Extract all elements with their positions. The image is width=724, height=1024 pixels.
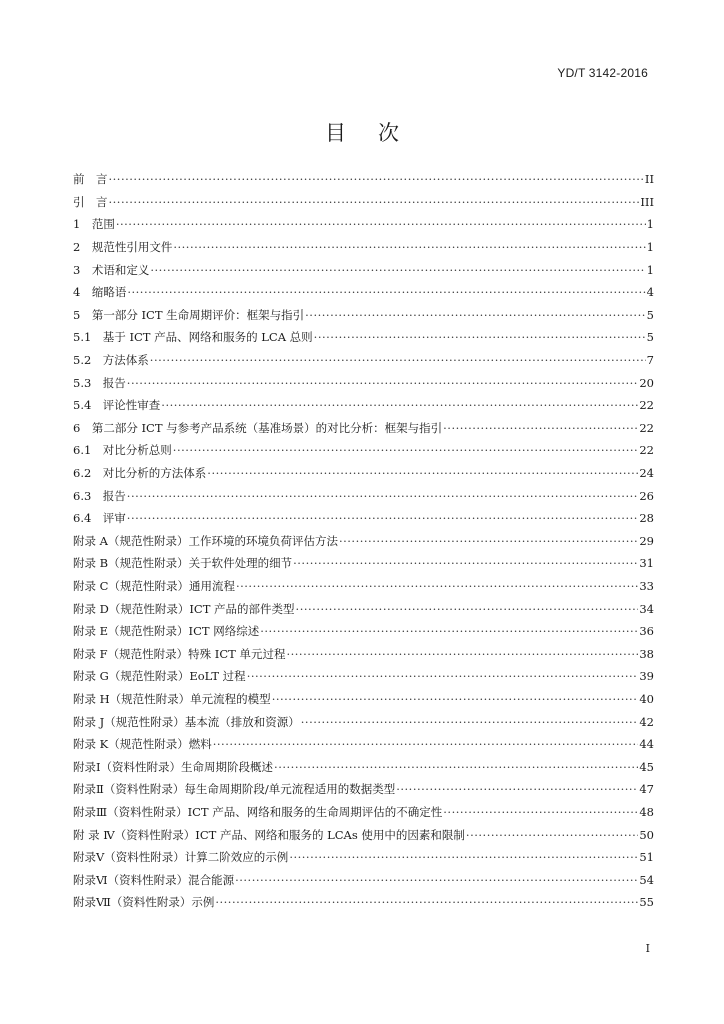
toc-entry[interactable]: [73, 530, 654, 553]
toc-entry[interactable]: [73, 778, 654, 801]
toc-entry-label: 1 范围: [73, 217, 115, 232]
toc-entry-label: 5.3 报告: [73, 375, 126, 390]
toc-entry-label: 前 言: [73, 172, 108, 187]
dot-leader: [296, 602, 639, 616]
toc-entry[interactable]: [73, 304, 654, 327]
dot-leader: [272, 692, 639, 706]
toc-entry[interactable]: [73, 349, 654, 372]
toc-entry[interactable]: [73, 191, 654, 214]
toc-entry-label: 3 术语和定义: [73, 262, 150, 277]
toc-entry[interactable]: [73, 507, 654, 530]
dot-leader: [150, 263, 645, 277]
toc-entry[interactable]: [73, 710, 654, 733]
toc-entry[interactable]: [73, 823, 654, 846]
toc-entry-page: 48: [639, 804, 654, 819]
toc-entry-label: 附录Ⅴ（资料性附录）计算二阶效应的示例: [73, 850, 289, 865]
dot-leader: [207, 466, 638, 480]
toc-entry-page: 5: [646, 307, 654, 322]
toc-entry[interactable]: [73, 597, 654, 620]
toc-entry-page: 33: [639, 578, 654, 593]
toc-entry-label: 附录 D（规范性附录）ICT 产品的部件类型: [73, 601, 295, 616]
toc-entry-label: 附录 G（规范性附录）EoLT 过程: [73, 669, 246, 684]
dot-leader: [109, 195, 640, 209]
toc-entry-page: 47: [639, 782, 654, 797]
page-number: I: [645, 942, 650, 955]
dot-leader: [274, 760, 638, 774]
dot-leader: [109, 172, 644, 186]
dot-leader: [443, 421, 638, 435]
dot-leader: [260, 624, 638, 638]
dot-leader: [289, 850, 638, 864]
toc-entry-label: 附录Ⅱ（资料性附录）每生命周期阶段/单元流程适用的数据类型: [73, 782, 396, 797]
toc-entry-label: 附录 H（规范性附录）单元流程的模型: [73, 691, 271, 706]
toc-entry[interactable]: [73, 755, 654, 778]
toc-entry-label: 附录Ⅵ（资料性附录）混合能源: [73, 872, 235, 887]
toc-entry-label: 5.4 评论性审查: [73, 398, 161, 413]
toc-entry-page: 45: [639, 759, 654, 774]
dot-leader: [236, 579, 638, 593]
toc-entry-label: 5.1 基于 ICT 产品、网络和服务的 LCA 总则: [73, 330, 313, 345]
toc-entry-page: 40: [639, 691, 654, 706]
toc-entry-page: 1: [646, 262, 654, 277]
toc-entry-label: 5.2 方法体系: [73, 353, 149, 368]
toc-entry[interactable]: [73, 258, 654, 281]
dot-leader: [247, 669, 639, 683]
dot-leader: [127, 376, 639, 390]
dot-leader: [443, 805, 638, 819]
toc-entry[interactable]: [73, 326, 654, 349]
toc-entry[interactable]: [73, 394, 654, 417]
toc-entry-page: II: [644, 172, 654, 187]
toc-entry[interactable]: [73, 484, 654, 507]
toc-entry-page: 4: [646, 285, 654, 300]
toc-entry[interactable]: [73, 575, 654, 598]
dot-leader: [396, 782, 638, 796]
toc-entry[interactable]: [73, 213, 654, 236]
toc-entry-label: 附录Ⅲ（资料性附录）ICT 产品、网络和服务的生命周期评估的不确定性: [73, 804, 443, 819]
toc-entry[interactable]: [73, 620, 654, 643]
toc-entry-label: 附录Ⅰ（资料性附录）生命周期阶段概述: [73, 759, 274, 774]
dot-leader: [339, 534, 638, 548]
dot-leader: [127, 511, 639, 525]
toc-entry-page: 29: [639, 533, 654, 548]
toc-entry-page: 5: [646, 330, 654, 345]
toc-entry[interactable]: [73, 439, 654, 462]
toc-entry[interactable]: [73, 417, 654, 440]
toc-entry[interactable]: [73, 665, 654, 688]
toc-entry[interactable]: [73, 642, 654, 665]
toc-entry-page: 51: [639, 850, 654, 865]
dot-leader: [235, 873, 638, 887]
dot-leader: [150, 353, 646, 367]
toc-entry-label: 附录 E（规范性附录）ICT 网络综述: [73, 624, 260, 639]
toc-entry-page: 20: [639, 375, 654, 390]
toc-entry-page: 22: [639, 398, 654, 413]
toc-entry-label: 6.3 报告: [73, 488, 126, 503]
toc-entry-label: 附录Ⅶ（资料性附录）示例: [73, 895, 215, 910]
toc-entry-label: 附录 J（规范性附录）基本流（排放和资源）: [73, 714, 300, 729]
dot-leader: [215, 895, 638, 909]
dot-leader: [213, 737, 639, 751]
toc-entry-page: 42: [639, 714, 654, 729]
toc-entry-label: 附录 C（规范性附录）通用流程: [73, 578, 235, 593]
toc-entry-page: 36: [639, 624, 654, 639]
toc-entry[interactable]: [73, 846, 654, 869]
dot-leader: [127, 285, 645, 299]
page-title: 目次: [325, 121, 431, 145]
toc-entry-label: 附录 A（规范性附录）工作环境的环境负荷评估方法: [73, 533, 338, 548]
dot-leader: [173, 443, 639, 457]
toc-entry[interactable]: [73, 801, 654, 824]
toc-entry-label: 附录 F（规范性附录）特殊 ICT 单元过程: [73, 646, 286, 661]
toc-entry-page: 44: [639, 737, 654, 752]
standard-code: YD/T 3142-2016: [557, 66, 648, 80]
toc-entry-page: 50: [639, 827, 654, 842]
toc-entry-label: 2 规范性引用文件: [73, 240, 173, 255]
dot-leader: [301, 715, 639, 729]
toc-entry-page: 7: [646, 353, 654, 368]
toc-entry-page: III: [640, 194, 654, 209]
dot-leader: [305, 308, 646, 322]
dot-leader: [286, 647, 638, 661]
toc-entry[interactable]: [73, 281, 654, 304]
toc-entry-page: 1: [646, 217, 654, 232]
toc-entry[interactable]: [73, 733, 654, 756]
toc-entry[interactable]: [73, 552, 654, 575]
toc-entry-page: 24: [639, 466, 654, 481]
dot-leader: [173, 240, 645, 254]
toc-entry-page: 22: [639, 420, 654, 435]
toc-entry-page: 55: [639, 895, 654, 910]
toc-entry-label: 5 第一部分 ICT 生命周期评价：框架与指引: [73, 307, 305, 322]
toc-entry-label: 6.4 评审: [73, 511, 126, 526]
toc-entry-page: 28: [639, 511, 654, 526]
toc-entry[interactable]: [73, 868, 654, 891]
toc-entry-label: 附 录 Ⅳ（资料性附录）ICT 产品、网络和服务的 LCAs 使用中的因素和限制: [73, 827, 465, 842]
toc-entry-page: 39: [639, 669, 654, 684]
toc-entry-label: 附录 K（规范性附录）燃料: [73, 737, 212, 752]
toc-entry[interactable]: [73, 462, 654, 485]
toc-entry-page: 1: [646, 240, 654, 255]
toc-entry-label: 6.2 对比分析的方法体系: [73, 466, 207, 481]
dot-leader: [161, 398, 638, 412]
dot-leader: [127, 489, 639, 503]
dot-leader: [466, 828, 638, 842]
dot-leader: [116, 217, 646, 231]
toc-entry-page: 22: [639, 443, 654, 458]
toc-entry[interactable]: [73, 168, 654, 191]
toc-entry-label: 引 言: [73, 194, 108, 209]
toc-entry[interactable]: [73, 371, 654, 394]
table-of-contents: [73, 168, 654, 914]
toc-entry[interactable]: [73, 688, 654, 711]
dot-leader: [293, 556, 638, 570]
toc-entry-label: 附录 B（规范性附录）关于软件处理的细节: [73, 556, 293, 571]
toc-entry-page: 38: [639, 646, 654, 661]
toc-entry[interactable]: [73, 236, 654, 259]
toc-entry-page: 31: [639, 556, 654, 571]
toc-entry-label: 6 第二部分 ICT 与参考产品系统（基准场景）的对比分析：框架与指引: [73, 420, 443, 435]
toc-entry-label: 6.1 对比分析总则: [73, 443, 172, 458]
toc-entry-page: 34: [639, 601, 654, 616]
toc-entry-label: 4 缩略语: [73, 285, 127, 300]
toc-entry[interactable]: [73, 891, 654, 914]
toc-entry-page: 54: [639, 872, 654, 887]
dot-leader: [314, 330, 646, 344]
toc-entry-page: 26: [639, 488, 654, 503]
